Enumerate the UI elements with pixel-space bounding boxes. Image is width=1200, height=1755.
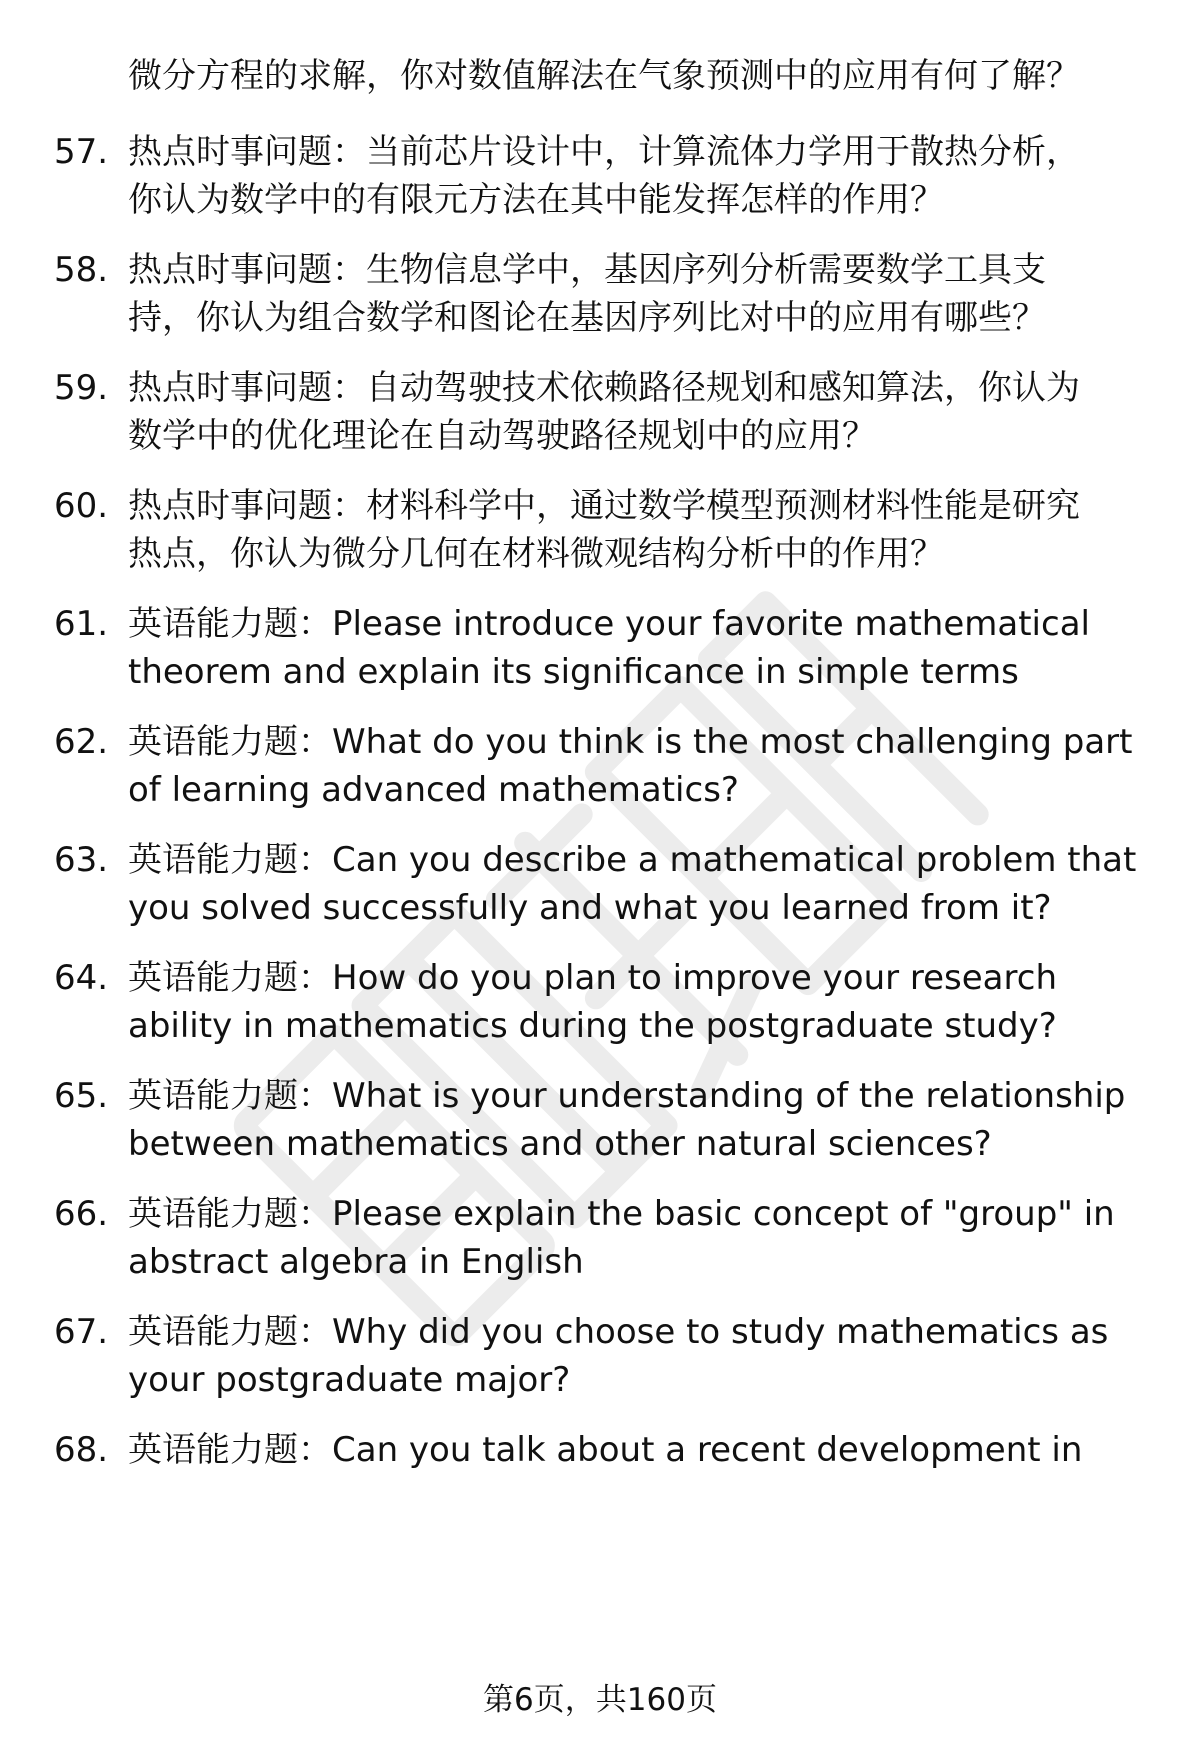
- item-text-line1: 英语能力题：How do you plan to improve your research: [128, 958, 1057, 998]
- item-number: 65.: [54, 1076, 109, 1116]
- item-text-line2: theorem and explain its significance in simple terms: [128, 652, 1019, 692]
- item-text-line2: of learning advanced mathematics?: [128, 770, 739, 810]
- item-text-line1: 英语能力题：Can you describe a mathematical problem that: [128, 840, 1137, 880]
- item-number: 61.: [54, 604, 109, 644]
- item-text-line2: 热点，你认为微分几何在材料微观结构分析中的作用？: [128, 534, 944, 574]
- item-text-line1: 英语能力题：Please introduce your favorite mathematical: [128, 604, 1090, 644]
- item-text-line2: your postgraduate major?: [128, 1360, 571, 1400]
- item-text-line1: 热点时事问题：生物信息学中，基因序列分析需要数学工具支: [128, 250, 1046, 290]
- item-text-line1: 热点时事问题：当前芯片设计中，计算流体力学用于散热分析，: [128, 132, 1080, 172]
- page-number-footer: 第6页，共160页: [483, 1682, 717, 1718]
- item-text-line2: 持，你认为组合数学和图论在基因序列比对中的应用有哪些？: [128, 298, 1046, 338]
- item-text-line2: abstract algebra in English: [128, 1242, 584, 1282]
- item-text-line2: 你认为数学中的有限元方法在其中能发挥怎样的作用？: [128, 180, 944, 220]
- item-text-line1: 英语能力题：Can you talk about a recent development in: [128, 1430, 1083, 1470]
- item-text-line1: 热点时事问题：自动驾驶技术依赖路径规划和感知算法，你认为: [128, 368, 1080, 408]
- item-text-line2: you solved successfully and what you learned from it?: [128, 888, 1052, 928]
- item-number: 60.: [54, 486, 109, 526]
- item-text-line2: between mathematics and other natural sciences?: [128, 1124, 992, 1164]
- item-number: 64.: [54, 958, 109, 998]
- item-text-line1: 英语能力题：Please explain the basic concept of "group" in: [128, 1194, 1115, 1234]
- item-text-line1: 英语能力题：What do you think is the most challenging part: [128, 722, 1133, 762]
- item-number: 62.: [54, 722, 109, 762]
- item-number: 68.: [54, 1430, 109, 1470]
- item-text-line1: 热点时事问题：材料科学中，通过数学模型预测材料性能是研究: [128, 486, 1080, 526]
- item-number: 58.: [54, 250, 109, 290]
- item-text-line1: 英语能力题：Why did you choose to study mathematics as: [128, 1312, 1109, 1352]
- item-text-line1: 英语能力题：What is your understanding of the relationship: [128, 1076, 1126, 1116]
- item-text-line2: 数学中的优化理论在自动驾驶路径规划中的应用？: [128, 416, 876, 456]
- item-number: 57.: [54, 132, 109, 172]
- item-number: 66.: [54, 1194, 109, 1234]
- item-number: 67.: [54, 1312, 109, 1352]
- item-text-line1: 微分方程的求解，你对数值解法在气象预测中的应用有何了解？: [128, 56, 1080, 96]
- item-text-line2: ability in mathematics during the postgraduate study?: [128, 1006, 1057, 1046]
- item-number: 59.: [54, 368, 109, 408]
- item-number: 63.: [54, 840, 109, 880]
